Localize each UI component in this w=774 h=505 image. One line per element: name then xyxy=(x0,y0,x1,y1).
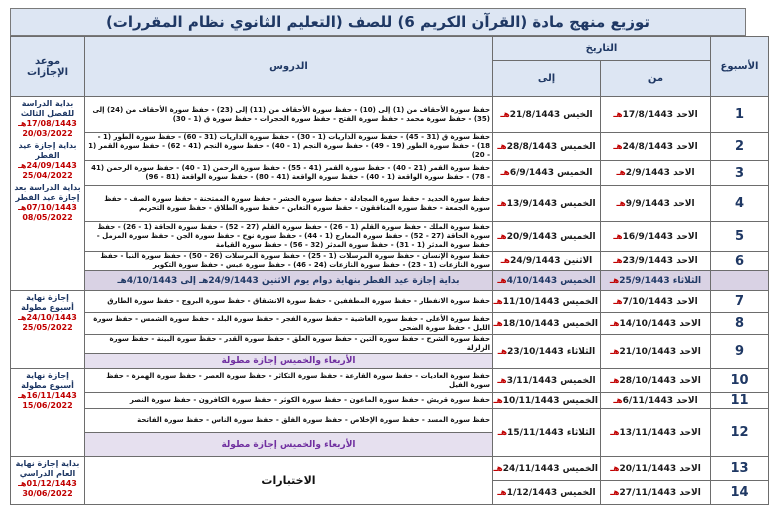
table-row xyxy=(11,369,769,393)
from-date xyxy=(601,369,711,393)
from-date xyxy=(601,335,711,369)
from-date xyxy=(601,409,711,457)
week-number: 9 xyxy=(711,335,769,369)
to-date xyxy=(493,335,601,369)
table-row xyxy=(11,186,769,222)
day-name: الثلاثاء xyxy=(672,275,702,286)
lessons-cell: حفظ سورة الانفطار - حفظ سورة المطففين - حفظ سورة الانشقاق - حفظ سورة البروج - حفظ سورة الطارق xyxy=(85,291,493,313)
note-hijri: 07/10/1443هـ xyxy=(18,203,77,212)
hijri-suffix: هـ xyxy=(613,141,623,152)
hijri-date: 17/8/1443 xyxy=(622,109,674,120)
to-date xyxy=(493,481,601,505)
hijri-suffix: هـ xyxy=(500,256,511,266)
note-hijri: 24/10/1443هـ xyxy=(18,313,77,322)
to-date xyxy=(493,222,601,252)
date-header: التاريخ xyxy=(493,37,711,61)
hijri-suffix: هـ xyxy=(610,427,620,438)
hijri-date: 6/9/1443 xyxy=(509,168,554,178)
from-date xyxy=(601,481,711,505)
note-greg: 25/04/2022 xyxy=(22,171,73,180)
hijri-date: 2/9/1443 xyxy=(625,168,670,178)
table-row xyxy=(11,457,769,481)
day-name: الخميس xyxy=(562,395,598,406)
day-name: الاحد xyxy=(673,198,695,209)
schedule-table xyxy=(10,36,769,505)
table-row xyxy=(11,271,769,291)
day-name: الخميس xyxy=(557,168,593,178)
hijri-suffix: هـ xyxy=(616,198,626,209)
hijri-date: 15/11/1443 xyxy=(507,427,564,438)
note-block xyxy=(13,459,82,499)
hijri-date: 11/10/1443 xyxy=(502,296,560,307)
from-date xyxy=(601,161,711,186)
hijri-date: 16/9/1443 xyxy=(622,231,674,242)
day-name: الاحد xyxy=(676,231,698,242)
eid-holiday-text: بداية إجازة عيد الفطر بنهاية دوام يوم الاثنين 24/9/1443هـ إلى 4/10/1443هـ xyxy=(85,271,493,291)
day-name: الثلاثاء xyxy=(566,427,596,438)
hijri-suffix: هـ xyxy=(610,318,620,329)
hijri-suffix: هـ xyxy=(609,275,620,286)
note-hijri: 16/11/1443هـ xyxy=(18,391,77,400)
table-row xyxy=(11,97,769,133)
exams-cell: الاختبارات xyxy=(85,457,493,505)
hijri-suffix: هـ xyxy=(497,375,507,386)
to-date xyxy=(493,97,601,133)
hijri-suffix: هـ xyxy=(610,463,620,474)
hijri-date: 23/10/1443 xyxy=(507,346,564,357)
hijri-date: 20/11/1443 xyxy=(619,463,677,474)
lessons-cell: حفظ سورة العاديات - حفظ سورة القارعة - حفظ سورة التكاثر - حفظ سورة العصر - حفظ سورة الهمزة - حفظ سورة الفيل xyxy=(85,369,493,393)
eid-from-date xyxy=(601,271,711,291)
hijri-date: 1/12/1443 xyxy=(506,487,558,498)
day-name: الخميس xyxy=(560,375,596,386)
hijri-date: 6/11/1443 xyxy=(622,395,674,406)
from-date xyxy=(601,252,711,271)
note-block xyxy=(13,293,82,333)
hijri-date: 23/9/1443 xyxy=(622,256,674,266)
hijri-suffix: هـ xyxy=(497,231,507,242)
week-number: 11 xyxy=(711,393,769,409)
note-label: بداية إجازة عيد الفطر xyxy=(18,141,77,160)
holiday-note xyxy=(11,369,85,457)
day-name: الاحد xyxy=(673,168,695,178)
hijri-date: 7/10/1443 xyxy=(622,296,674,307)
page-title: توزيع منهج مادة (القرآن الكريم 6) للصف (التعليم الثانوي نظام المقررات) xyxy=(10,8,746,36)
week-number: 14 xyxy=(711,481,769,505)
hijri-date: 20/9/1443 xyxy=(506,231,558,242)
hijri-suffix: هـ xyxy=(613,231,623,242)
lessons-cell: حفظ سورة المسد - حفظ سورة الإخلاص - حفظ سورة الفلق - حفظ سورة الناس - حفظ سورة الفاتحة xyxy=(85,409,493,433)
day-name: الخميس xyxy=(560,231,596,242)
to-date xyxy=(493,133,601,161)
week-number: 5 xyxy=(711,222,769,252)
to-date xyxy=(493,252,601,271)
note-label: إجازة نهاية أسبوع مطولة xyxy=(21,293,74,312)
week-number: 12 xyxy=(711,409,769,457)
hijri-suffix: هـ xyxy=(613,256,623,266)
day-name: الخميس xyxy=(560,275,596,286)
hijri-date: 10/11/1443 xyxy=(502,395,560,406)
day-name: الثلاثاء xyxy=(566,346,596,357)
note-label: بداية الدراسة بعد إجازة عيد الفطر xyxy=(14,183,81,202)
hijri-suffix: هـ xyxy=(497,427,508,438)
hijri-date: 13/9/1443 xyxy=(506,198,558,209)
hijri-date: 18/10/1443 xyxy=(502,318,560,329)
week-number: 6 xyxy=(711,252,769,271)
table-row xyxy=(11,291,769,313)
long-weekend-holiday: الأربعاء والخميس إجازة مطولة xyxy=(85,354,493,369)
holiday-note xyxy=(11,457,85,505)
from-date xyxy=(601,222,711,252)
week-number: 4 xyxy=(711,186,769,222)
note-label: بداية إجازة نهاية العام الدراسي xyxy=(15,459,80,478)
note-label: إجازة نهاية أسبوع مطولة xyxy=(21,371,74,390)
week-number: 7 xyxy=(711,291,769,313)
hijri-date: 24/8/1443 xyxy=(622,141,674,152)
day-name: الخميس xyxy=(562,296,598,307)
hijri-date: 14/10/1443 xyxy=(619,318,677,329)
week-number: 10 xyxy=(711,369,769,393)
from-date xyxy=(601,393,711,409)
week-number: 8 xyxy=(711,313,769,335)
week-number: 3 xyxy=(711,161,769,186)
holiday-note xyxy=(11,97,85,291)
day-name: الاحد xyxy=(676,109,698,120)
week-header: الأسبوع xyxy=(711,37,769,97)
lessons-cell: حفظ سورة القمر (21 - 40) - حفظ سورة القمر (41 - 55) - حفظ سورة الرحمن (1 - 40) - حفظ سورة الرحمن (41 - 78) - حفظ سورة الواقعة (1 - 40) - حفظ سورة الواقعة (41 - 80) - حفظ سورة الواقعة (81 - 96) xyxy=(85,161,493,186)
to-date xyxy=(493,161,601,186)
table-row xyxy=(11,313,769,335)
day-name: الخيس xyxy=(563,109,593,120)
hijri-suffix: هـ xyxy=(493,463,503,474)
table-row xyxy=(11,409,769,433)
note-greg: 25/05/2022 xyxy=(22,323,73,332)
to-date xyxy=(493,393,601,409)
hijri-suffix: هـ xyxy=(610,375,620,386)
hijri-date: 9/9/1443 xyxy=(625,198,670,209)
hijri-suffix: هـ xyxy=(500,109,510,120)
day-name: الاثنين xyxy=(563,256,593,266)
to-date xyxy=(493,369,601,393)
note-greg: 15/06/2022 xyxy=(22,401,73,410)
hijri-date: 28/8/1443 xyxy=(506,141,558,152)
lessons-cell: حفظ سورة قريش - حفظ سورة الماعون - حفظ سورة الكوثر - حفظ سورة الكافرون - حفظ سورة النصر xyxy=(85,393,493,409)
eid-blank xyxy=(711,271,769,291)
hijri-suffix: هـ xyxy=(613,296,623,307)
day-name: الاحد xyxy=(679,487,701,498)
to-date xyxy=(493,409,601,457)
eid-to-date xyxy=(493,271,601,291)
day-name: الاحد xyxy=(676,296,698,307)
note-greg: 20/03/2022 xyxy=(22,129,73,138)
long-weekend-holiday: الأربعاء والخميس إجازة مطولة xyxy=(85,433,493,457)
holidays-header: موعد الإجازات xyxy=(11,37,85,97)
table-row xyxy=(11,393,769,409)
hijri-date: 4/10/1443 xyxy=(506,275,558,286)
hijri-date: 13/11/1443 xyxy=(619,427,677,438)
note-hijri: 24/09/1443هـ xyxy=(18,161,77,170)
lessons-cell: حفظ سورة الأحقاف من (1) إلى (10) - حفظ سورة الأحقاف من (11) إلى (23) - حفظ سورة الأحقاف من (24) إلى (35) - حفظ سورة محمد - حفظ سورة الفتح - حفظ سورة الحجرات - حفظ سورة ق (1 - 30) xyxy=(85,97,493,133)
day-name: الاحد xyxy=(679,375,701,386)
hijri-suffix: هـ xyxy=(493,395,503,406)
hijri-suffix: هـ xyxy=(497,487,507,498)
hijri-date: 24/11/1443 xyxy=(502,463,560,474)
day-name: الخميس xyxy=(560,487,596,498)
hijri-date: 25/9/1443 xyxy=(619,275,670,286)
hijri-suffix: هـ xyxy=(493,318,503,329)
day-name: الاحد xyxy=(679,463,701,474)
hijri-suffix: هـ xyxy=(493,296,503,307)
note-block xyxy=(13,371,82,411)
hijri-suffix: هـ xyxy=(497,346,508,357)
table-row xyxy=(11,252,769,271)
lessons-cell: حفظ سورة الحديد - حفظ سورة المجادلة - حفظ سورة الحشر - حفظ سورة الممتحنة - حفظ سورة الصف - حفظ سورة الجمعة - حفظ سورة المنافقون - حفظ سورة التغابن - حفظ سورة الطلاق - حفظ سورة التحريم xyxy=(85,186,493,222)
table-row xyxy=(11,335,769,354)
day-name: الاحد xyxy=(676,395,698,406)
note-hijri: 01/12/1443هـ xyxy=(18,479,77,488)
hijri-suffix: هـ xyxy=(500,168,510,178)
day-name: الاحد xyxy=(676,256,698,266)
to-date xyxy=(493,313,601,335)
from-date xyxy=(601,133,711,161)
hijri-suffix: هـ xyxy=(613,395,623,406)
from-date xyxy=(601,291,711,313)
day-name: الخميس xyxy=(560,141,596,152)
note-greg: 08/05/2022 xyxy=(22,213,73,222)
hijri-suffix: هـ xyxy=(497,275,507,286)
hijri-suffix: هـ xyxy=(616,168,626,178)
note-block xyxy=(13,141,82,181)
from-date xyxy=(601,313,711,335)
from-date xyxy=(601,97,711,133)
hijri-date: 24/9/1443 xyxy=(510,256,561,266)
holiday-note xyxy=(11,291,85,369)
day-name: الاحد xyxy=(676,141,698,152)
day-name: الخميس xyxy=(560,198,596,209)
day-name: الاحد xyxy=(679,427,701,438)
table-row xyxy=(11,161,769,186)
from-date xyxy=(601,457,711,481)
week-number: 2 xyxy=(711,133,769,161)
table-row xyxy=(11,133,769,161)
lessons-cell: حفظ سورة الملك - حفظ سورة القلم (1 - 26) - حفظ سورة القلم (27 - 52) - حفظ سورة الحاقة (1 - 26) - حفظ سورة الحاقة (27 - 52) - حفظ سورة المعارج (1 - 44) - حفظ سورة نوح - حفظ سورة الجن - حفظ سورة المزمل - حفظ سورة المدثر (1 - 31) - حفظ سورة المدثر (32 - 56) - حفظ سورة القيامة xyxy=(85,222,493,252)
day-name: الاحد xyxy=(679,346,701,357)
hijri-suffix: هـ xyxy=(497,141,507,152)
note-greg: 30/06/2022 xyxy=(22,489,73,498)
note-block xyxy=(13,183,82,223)
hijri-suffix: هـ xyxy=(613,109,623,120)
lessons-cell: حفظ سورة الأعلى - حفظ سورة الغاشية - حفظ سورة الفجر - حفظ سورة البلد - حفظ سورة الشمس - حفظ سورة الليل - حفظ سورة الضحى xyxy=(85,313,493,335)
hijri-date: 21/10/1443 xyxy=(619,346,677,357)
lessons-cell: حفظ سورة الشرح - حفظ سورة التين - حفظ سورة العلق - حفظ سورة القدر - حفظ سورة البينة - حفظ سورة الزلزلة xyxy=(85,335,493,354)
week-number: 13 xyxy=(711,457,769,481)
to-date xyxy=(493,186,601,222)
day-name: الخميس xyxy=(562,463,598,474)
table-row xyxy=(11,222,769,252)
day-name: الخميس xyxy=(562,318,598,329)
from-header: من xyxy=(601,61,711,97)
hijri-suffix: هـ xyxy=(497,198,507,209)
to-date xyxy=(493,457,601,481)
hijri-suffix: هـ xyxy=(610,487,620,498)
hijri-suffix: هـ xyxy=(610,346,620,357)
note-block xyxy=(13,99,82,139)
to-date xyxy=(493,291,601,313)
to-header: إلى xyxy=(493,61,601,97)
hijri-date: 21/8/1443 xyxy=(509,109,561,120)
week-number: 1 xyxy=(711,97,769,133)
lessons-cell: حفظ سورة ق (31 - 45) - حفظ سورة الذاريات (1 - 30) - حفظ سورة الذاريات (31 - 60) - حفظ سورة الطور (1 - 18) - حفظ سورة الطور (19 - 49) - حفظ سورة النجم (1 - 40) - حفظ سورة النجم (41 - 62) - حفظ سورة القمر (1 - 20) xyxy=(85,133,493,161)
lessons-cell: حفظ سورة الإنسان - حفظ سورة المرسلات (1 - 25) - حفظ سورة المرسلات (26 - 50) - حفظ سورة النبأ - حفظ سورة النازعات (1 - 23) - حفظ سورة النازعات (24 - 46) - حفظ سورة عبس - حفظ سورة التكوير xyxy=(85,252,493,271)
day-name: الاحد xyxy=(679,318,701,329)
header-row xyxy=(11,37,769,61)
hijri-date: 27/11/1443 xyxy=(619,487,677,498)
from-date xyxy=(601,186,711,222)
hijri-date: 3/11/1443 xyxy=(506,375,558,386)
lessons-header: الدروس xyxy=(85,37,493,97)
note-label: بداية الدراسة للفصل الثالث xyxy=(20,99,75,118)
note-hijri: 17/08/1443هـ xyxy=(18,119,77,128)
hijri-date: 28/10/1443 xyxy=(619,375,677,386)
